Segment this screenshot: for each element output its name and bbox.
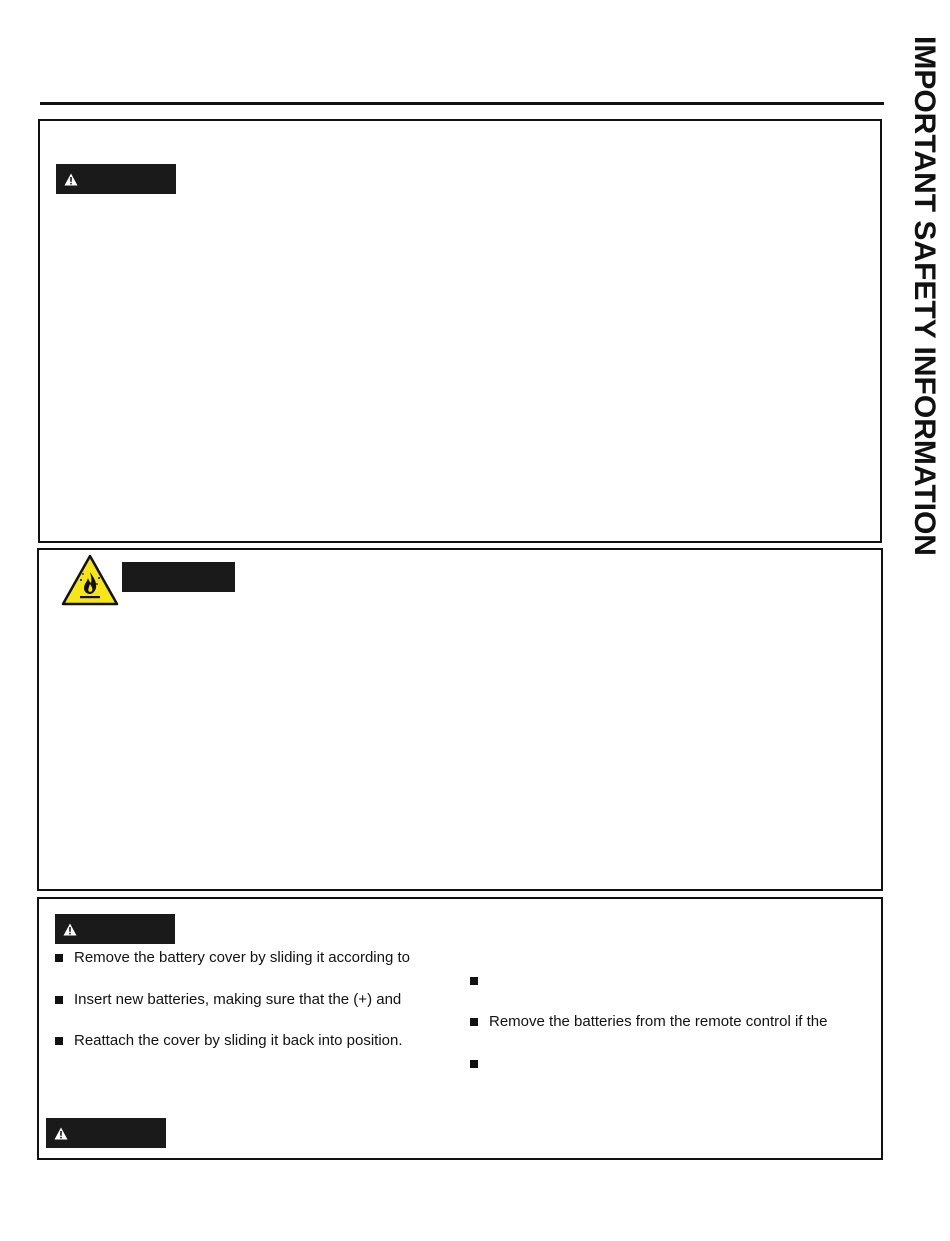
warning-triangle-icon (63, 923, 77, 936)
warning-triangle-icon (64, 173, 78, 186)
bullet-square-icon (55, 954, 63, 962)
warning-label-2 (122, 562, 235, 592)
list-item (470, 1013, 828, 1031)
fire-hazard-icon (61, 554, 119, 611)
warning-triangle-icon (54, 1127, 68, 1140)
bullet-square-icon (55, 1037, 63, 1045)
bullet-text: Remove the batteries from the remote control if the (489, 1013, 828, 1030)
bullet-square-icon (470, 1060, 478, 1068)
list-item (470, 1055, 489, 1068)
bullet-text: Remove the battery cover by sliding it according to (74, 949, 410, 966)
fire-warning-box (37, 548, 883, 891)
bullet-square-icon (55, 996, 63, 1004)
list-item (55, 949, 410, 967)
warning-label-1 (56, 164, 176, 194)
battery-warning-box (37, 897, 883, 1160)
header-rule (40, 102, 884, 105)
bullet-square-icon (470, 977, 478, 985)
warning-label-3 (55, 914, 175, 944)
side-section-title: IMPORTANT SAFETY INFORMATION (908, 36, 941, 556)
bullet-square-icon (470, 1018, 478, 1026)
list-item (55, 1032, 403, 1050)
bullet-text: Insert new batteries, making sure that the (+) and (74, 991, 402, 1008)
warning-label-4 (46, 1118, 166, 1148)
warning-box-1 (38, 119, 882, 543)
list-item (470, 972, 489, 985)
bullet-text: Reattach the cover by sliding it back into position. (74, 1032, 403, 1049)
list-item (55, 991, 401, 1009)
